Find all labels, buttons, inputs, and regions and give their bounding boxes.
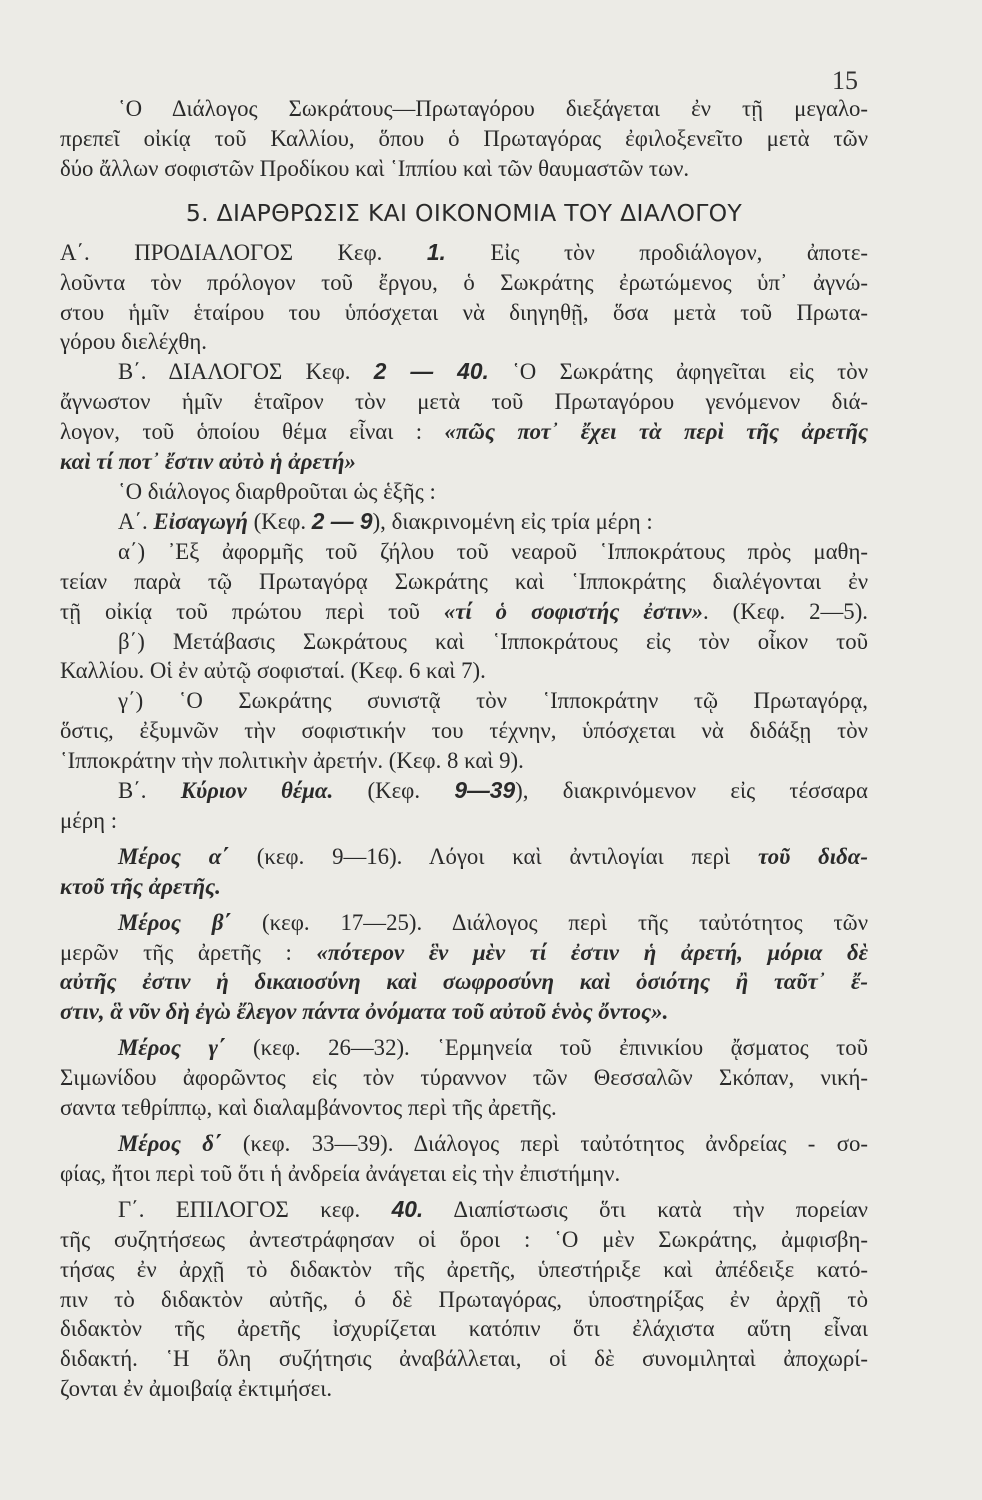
theme-part-a-bold: τοῦ διδα- [757,843,869,869]
intro-line-2: πρεπεῖ οἰκίᾳ τοῦ Καλλίου, ὅπου ὁ Πρωταγόρας ἐφιλοξενεῖτο μετὰ τῶν [60,125,868,151]
main-theme-ref-pre: (Κεφ. [333,778,455,804]
main-theme-line-1 [60,776,868,806]
theme-part-d-line-2: φίας, ἤτοι περὶ τοῦ ὅτι ἡ ἀνδρεία ἀνάγεται εἰς τὴν ἐπιστήμην. [60,1160,621,1186]
theme-part-d-label: Μέρος δ΄ [118,1131,222,1156]
part-a-line-3 [60,597,868,627]
prologue-line-2: λοῦντα τὸν πρόλογον τοῦ ἔργου, ὁ Σωκράτης ἐρωτώμενος ὑπ᾽ ἀγνώ- [60,269,868,295]
epilogue-line-7: ζονται ἐν ἀμοιβαίᾳ ἐκτιμήσει. [60,1376,333,1402]
prologue-line-4: γόρου διελέχθη. [60,329,207,355]
dialogue-text: ῾Ο Σωκράτης ἀφηγεῖται εἰς τὸν [488,359,869,385]
prologue-line-1 [60,238,868,268]
main-theme-line-2: μέρη : [60,807,118,833]
main-theme-title: Κύριον θέμα. [180,778,334,804]
intro-section-ref-pre: (Κεφ. [247,508,312,534]
main-theme-ref-post: ), διακρινόμενον εἰς τέσσαρα [515,778,868,804]
prologue-line-3: στου ἡμῖν ἑταίρου του ὑπόσχεται νὰ διηγηθῇ, ὅσα μετὰ τοῦ Πρωτα- [60,299,868,325]
epilogue-line-4: πιν τὸ διδακτὸν αὐτῆς, ὁ δὲ Πρωταγόρας, ὑποστηρίξας ἐν ἀρχῇ τὸ [60,1286,868,1312]
part-b-line-2: Καλλίου. Οἱ ἐν αὐτῷ σοφισταί. (Κεφ. 6 καὶ 7). [60,658,486,684]
intro-section-prefix: Α΄. [118,508,154,534]
theme-part-b-text: (κεφ. 17—25). Διάλογος περὶ τῆς ταὐτότητος τῶν [231,909,868,935]
theme-part-c-line-1 [60,1033,868,1063]
theme-part-c-text: (κεφ. 26—32). ῾Ερμηνεία τοῦ ἐπινικίου ᾄσματος τοῦ [225,1035,868,1061]
epilogue-text: Διαπίστωσις ὅτι κατὰ τὴν πορείαν [423,1196,868,1222]
theme-part-b-line-1 [60,908,868,938]
part-c-line-3: ῾Ιπποκράτην τὴν πολιτικὴν ἀρετήν. (Κεφ. 8 καὶ 9). [60,748,524,774]
prologue-label: Α΄. ΠΡΟΔΙΑΛΟΓΟΣ Κεφ. [60,239,383,265]
theme-part-b-quote-1: «πότερον ἓν μὲν τί ἐστιν ἡ ἀρετή, μόρια δὲ [316,939,868,965]
theme-part-a-label: Μέρος α΄ [118,843,229,869]
part-c-line-1: γ΄) ῾Ο Σωκράτης συνιστᾷ τὸν ῾Ιπποκράτην τῷ Πρωταγόρᾳ, [118,688,868,714]
intro-line-1: ῾Ο Διάλογος Σωκράτους—Πρωταγόρου διεξάγεται ἐν τῇ μεγαλο- [118,96,868,121]
theme-part-a-line-1 [60,842,868,872]
intro-section-ref-post: ), διακρινομένη εἰς τρία μέρη : [372,508,653,534]
page-body [60,94,868,1404]
part-a-quote: «τί ὁ σοφιστής ἐστιν» [443,598,704,624]
dialogue-theme-quote: «πῶς ποτ᾽ ἔχει τὰ περὶ τῆς ἀρετῆς [444,419,868,445]
theme-part-c-line-3: σαντα τεθρίππῳ, καὶ διαλαμβάνοντος περὶ τῆς ἀρετῆς. [60,1095,557,1121]
part-a-post: . (Κεφ. 2—5). [703,598,868,624]
prologue-text: Εἰς τὸν προδιάλογον, ἀποτε- [445,239,868,265]
dialogue-line-3 [60,417,868,447]
epilogue-num: 40. [391,1195,424,1222]
main-theme-ref-num: 9—39 [454,777,516,804]
epilogue-line-3: τήσας ἐν ἀρχῇ τὸ διδακτὸν τῆς ἀρετῆς, ὑπεστήριξε καὶ ἀπέδειξε κατό- [60,1256,868,1282]
part-b-line-1: β΄) Μετάβασις Σωκράτους καὶ ῾Ιπποκράτους εἰς τὸν οἶκον τοῦ [118,628,868,654]
theme-part-a-text: (κεφ. 9—16). Λόγοι καὶ ἀντιλογίαι περὶ [228,843,758,869]
theme-part-b-line-4: στιν, ἃ νῦν δὴ ἐγὼ ἔλεγον πάντα ὀνόματα τοῦ αὐτοῦ ἑνὸς ὄντος». [60,999,669,1025]
prologue-num: 1. [426,238,446,265]
epilogue-line-2: τῆς συζητήσεως ἀντεστράφησαν οἱ ὅροι : ῾Ο μὲν Σωκράτης, ἀμφισβη- [60,1226,868,1252]
dialogue-num: 2 — 40. [373,358,489,385]
main-theme-prefix: Β΄. [118,778,181,804]
epilogue-line-5: διδακτὸν τῆς ἀρετῆς ἰσχυρίζεται κατόπιν ὅτι ἐλάχιστα αὕτη εἶναι [60,1316,868,1342]
epilogue-line-1 [60,1195,868,1225]
theme-part-b-line-3: αὐτῆς ἐστιν ἡ δικαιοσύνη καὶ σωφροσύνη καὶ ὁσιότης ἢ ταῦτ᾽ ἔ- [60,969,868,995]
epilogue-label: Γ΄. ΕΠΙΛΟΓΟΣ κεφ. [118,1196,361,1222]
section-heading: 5. ΔΙΑΡΘΡΩΣΙΣ ΚΑΙ ΟΙΚΟΝΟΜΙΑ ΤΟΥ ΔΙΑΛΟΓΟΥ [185,198,743,227]
part-c-line-2: ὅστις, ἐξυμνῶν τὴν σοφιστικήν του τέχνην, ὑπόσχεται νὰ διδάξῃ τὸν [60,718,868,744]
page-number: 15 [832,66,858,95]
intro-section-title: Εἰσαγωγή [153,508,248,534]
dialogue-line-4: καὶ τί ποτ᾽ ἔστιν αὐτὸ ἡ ἀρετή» [60,449,356,475]
part-a-pre: τῇ οἰκίᾳ τοῦ πρώτου περὶ τοῦ [60,598,444,624]
dialogue-line-2: ἄγνωστον ἡμῖν ἑταῖρον τὸν μετὰ τοῦ Πρωταγόρου γενόμενον διά- [60,389,868,415]
theme-part-d-line-1 [60,1129,868,1159]
intro-section-ref-num: 2 — 9 [311,507,373,534]
theme-part-b-label: Μέρος β΄ [118,909,232,935]
epilogue-line-6: διδακτή. ῾Η ὅλη συζήτησις ἀναβάλλεται, οἱ δὲ συνομιληταὶ ἀποχωρί- [60,1346,868,1372]
intro-line-3: δύο ἄλλων σοφιστῶν Προδίκου καὶ ῾Ιππίου καὶ τῶν θαυμαστῶν των. [60,155,690,181]
dialogue-line-5: ῾Ο διάλογος διαρθροῦται ὡς ἑξῆς : [118,478,436,504]
dialogue-label: Β΄. ΔΙΑΛΟΓΟΣ Κεφ. [118,359,351,385]
dialogue-line-1 [60,357,868,387]
part-a-line-1: α΄) ᾽Εξ ἀφορμῆς τοῦ ζήλου τοῦ νεαροῦ ῾Ιπποκράτους πρὸς μαθη- [118,538,868,564]
theme-part-c-line-2: Σιμωνίδου ἀφορῶντος εἰς τὸν τύραννον τῶν Θεσσαλῶν Σκόπαν, νική- [60,1065,868,1091]
theme-part-b-line-2 [60,938,868,968]
theme-part-a-line-2: κτοῦ τῆς ἀρετῆς. [60,873,221,899]
theme-part-d-text: (κεφ. 33—39). Διάλογος περὶ ταὐτότητος ἀνδρείας - σο- [221,1131,868,1156]
part-a-line-2: τείαν παρὰ τῷ Πρωταγόρᾳ Σωκράτης καὶ ῾Ιπποκράτης διαλέγονται ἐν [60,568,868,594]
theme-part-b-pre: μερῶν τῆς ἀρετῆς : [60,939,317,965]
intro-section-line-1 [60,507,868,537]
dialogue-theme-intro: λογον, τοῦ ὁποίου θέμα εἶναι : [60,419,445,445]
theme-part-c-label: Μέρος γ΄ [118,1035,226,1061]
